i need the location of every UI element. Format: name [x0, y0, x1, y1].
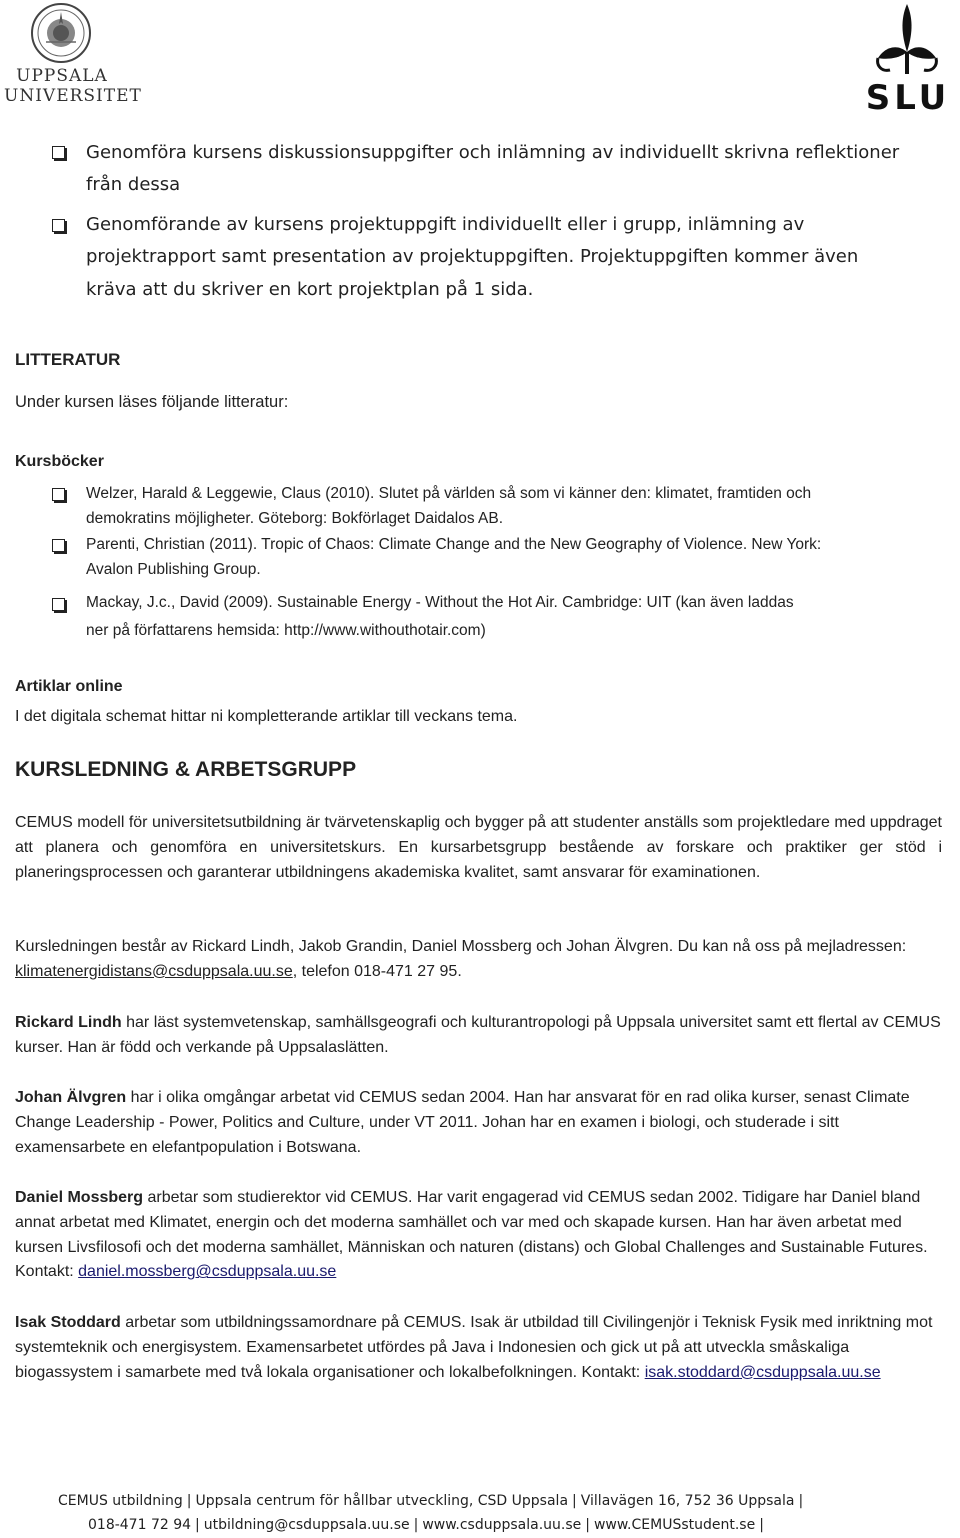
litteratur-intro: Under kursen läses följande litteratur: — [15, 393, 289, 411]
kursledning-heading: KURSLEDNING & ARBETSGRUPP — [15, 758, 357, 781]
footer-phone: 018-471 72 94 — [88, 1517, 192, 1533]
footer-line-1: CEMUS utbildning | Uppsala centrum för hållbar utveckling, CSD Uppsala | Villavägen 16, 752 36 Uppsala | — [58, 1493, 804, 1509]
kursledning-intro: CEMUS modell för universitetsutbildning är tvärvetenskaplig och bygger på att studenter anställs som projektledare med uppdraget att planera och genomföra en universitetskurs. En kursarbetsgrupp bestående av forskare och praktiker ger stöd i planeringsprocessen och garanterar utbildningens akademiska kvalitet, samt ansvarar för examinationen. — [15, 814, 942, 881]
book-2-line2: Avalon Publishing Group. — [86, 561, 261, 578]
footer-address: Villavägen 16, 752 36 Uppsala — [580, 1493, 795, 1509]
footer-line-2: 018-471 72 94 | utbildning@csduppsala.uu.se | www.csduppsala.uu.se | www.CEMUSstudent.se | — [88, 1517, 764, 1533]
slu-logo — [858, 0, 956, 118]
book-3-line2: ner på författarens hemsida: http://www.withouthotair.com) — [86, 622, 486, 639]
person-bio: har i olika omgångar arbetat vid CEMUS sedan 2004. Han har ansvarat för en rad olika kurser, senast Climate Change Leadership - Power, Politics and Culture, under VT 2011. Johan har en examen i biologi, och studerade i sitt examensarbete en elefantpopulation i Botswana. — [15, 1089, 910, 1156]
person-name: Daniel Mossberg — [15, 1189, 144, 1206]
litteratur-heading: LITTERATUR — [15, 350, 121, 369]
contact-paragraph — [15, 935, 942, 985]
contact-text: Kursledningen består av Rickard Lindh, Jakob Grandin, Daniel Mossberg och Johan Älvgren. Du kan nå oss på mejladressen: — [15, 938, 907, 955]
daniel-email-link[interactable]: daniel.mossberg@csduppsala.uu.se — [78, 1263, 337, 1281]
footer-student-website[interactable]: www.CEMUSstudent.se — [593, 1517, 756, 1533]
book-3-line1: Mackay, J.c., David (2009). Sustainable Energy - Without the Hot Air. Cambridge: UIT (kan även laddas — [86, 594, 794, 611]
uu-seal-icon — [30, 2, 92, 64]
isak-email-link[interactable]: isak.stoddard@csduppsala.uu.se — [644, 1363, 881, 1381]
person-name: Rickard Lindh — [15, 1014, 122, 1031]
task-2-line3: kräva att du skriver en kort projektplan på 1 sida. — [86, 279, 534, 300]
checkbox-icon — [52, 488, 65, 501]
person-name: Johan Älvgren — [15, 1089, 127, 1106]
checkbox-icon — [52, 539, 65, 552]
person-johan — [15, 1086, 942, 1160]
task-2-line1: Genomförande av kursens projektuppgift individuellt eller i grupp, inlämning av — [86, 214, 805, 235]
book-2-line1: Parenti, Christian (2011). Tropic of Chaos: Climate Change and the New Geography of Violence. New York: — [86, 536, 822, 553]
uu-logo-line1: UPPSALA — [16, 66, 108, 86]
person-rickard — [15, 1011, 942, 1061]
checkbox-icon — [52, 598, 65, 611]
checkbox-icon — [52, 146, 65, 159]
checkbox-icon — [52, 219, 65, 232]
slu-logo-text: SLU — [865, 78, 951, 118]
task-1-line2: från dessa — [86, 174, 181, 195]
person-isak — [15, 1311, 942, 1385]
contact-email-link[interactable]: klimatenergidistans@csduppsala.uu.se — [15, 962, 293, 980]
task-2-line2: projektrapport samt presentation av projektuppgiften. Projektuppgiften kommer även — [86, 246, 859, 267]
book-1-line1: Welzer, Harald & Leggewie, Claus (2010). Slutet på världen så som vi känner den: klimatet, framtiden och — [86, 485, 812, 502]
artiklar-heading: Artiklar online — [15, 678, 123, 695]
task-1-line1: Genomföra kursens diskussionsuppgifter och inlämning av individuellt skrivna reflektioner — [86, 142, 900, 163]
footer-email[interactable]: utbildning@csduppsala.uu.se — [203, 1517, 410, 1533]
person-bio: har läst systemvetenskap, samhällsgeografi och kulturantropologi på Uppsala universitet samt ett flertal av CEMUS kurser. Han är född och verkande på Uppsalaslätten. — [15, 1014, 941, 1056]
book-1-line2: demokratins möjligheter. Göteborg: Bokförlaget Daidalos AB. — [86, 510, 504, 527]
uu-logo-line2: UNIVERSITET — [4, 86, 142, 106]
footer-org: CEMUS utbildning — [58, 1493, 183, 1509]
footer-center: Uppsala centrum för hållbar utveckling, CSD Uppsala — [195, 1493, 569, 1509]
person-name: Isak Stoddard — [15, 1314, 121, 1331]
contact-phone-text: , telefon 018-471 27 95. — [292, 962, 462, 980]
kursbocker-heading: Kursböcker — [15, 453, 104, 470]
footer-website[interactable]: www.csduppsala.uu.se — [422, 1517, 582, 1533]
person-bio: arbetar som studierektor vid CEMUS. Har varit engagerad vid CEMUS sedan 2002. Tidigare har Daniel bland annat arbetat med Klimatet, energin och det moderna samhället och var med och skapade kursen. Han har även arbetat med kursen Livsfilosofi och det moderna samhället, Människan och naturen (distans) och Global Challenges and Sustainable Futures. Kontakt: — [15, 1189, 928, 1281]
person-bio: arbetar som utbildningssamordnare på CEMUS. Isak är utbildad till Civilingenjör i Teknisk Fysik med inriktning mot systemteknik och energisystem. Examensarbetet utfördes på Java i Indonesien och gick ut på att utveckla småskaliga biogassystem i samarbete med två lokala organisationer och lokalbefolkningen. Kontakt: — [15, 1314, 933, 1381]
person-daniel — [15, 1186, 942, 1285]
artiklar-text: I det digitala schemat hittar ni kompletterande artiklar till veckans tema. — [15, 708, 518, 725]
